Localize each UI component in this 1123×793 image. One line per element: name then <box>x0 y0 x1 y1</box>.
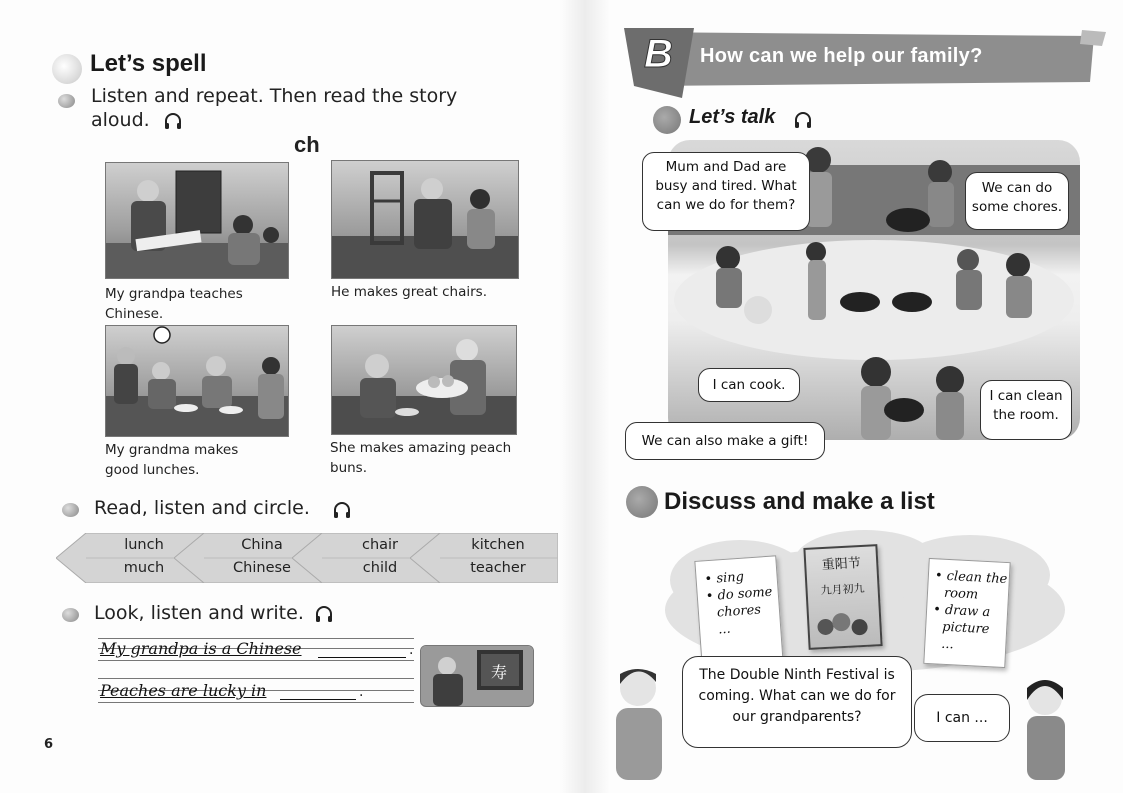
speech-bubble-mum-dad <box>642 152 810 231</box>
bubble-line: I can clean <box>989 388 1063 404</box>
banner-title: How can we help our family? <box>700 45 983 67</box>
discuss-title: Discuss and make a list <box>664 488 935 515</box>
writing-blank-1[interactable] <box>318 657 406 658</box>
word-bottom[interactable]: much <box>123 560 165 576</box>
caption-3 <box>105 440 238 480</box>
bubble-line: Mum and Dad are <box>665 159 787 175</box>
word-bottom[interactable]: child <box>362 560 398 576</box>
word-pair-4[interactable] <box>410 533 558 583</box>
section-dot-icon <box>626 486 658 518</box>
girl-figure <box>1015 670 1075 780</box>
page-number: 6 <box>44 737 54 752</box>
caption-1 <box>105 284 243 324</box>
bubble-line: I can cook. <box>712 377 786 393</box>
headphones-icon[interactable] <box>332 500 352 520</box>
caption-2 <box>331 282 487 302</box>
word-top[interactable]: lunch <box>124 537 164 553</box>
festival-date: 九月初九 <box>820 581 865 598</box>
caption-1-line1: My grandpa teaches <box>105 286 243 302</box>
word-top[interactable]: kitchen <box>471 537 525 553</box>
caption-2-line1: He makes great chairs. <box>331 284 488 300</box>
writing-blank-2[interactable] <box>280 699 356 700</box>
banner-letter: B <box>644 32 673 76</box>
writing-line <box>98 660 414 661</box>
list-item: • do some <box>705 584 773 605</box>
bubble-line: our grandparents? <box>732 709 862 725</box>
writing-line <box>98 678 414 679</box>
list-item-text: do some <box>717 584 773 604</box>
caption-3-line1: My grandma makes <box>105 442 239 458</box>
list-card-left <box>694 555 783 668</box>
speech-bubble-chores <box>965 172 1069 230</box>
caption-4-line2: buns. <box>330 460 368 476</box>
boy-figure <box>610 660 670 780</box>
word-top[interactable]: China <box>241 537 283 553</box>
writing-sentence-2[interactable]: Peaches are lucky in <box>100 681 267 700</box>
section-dot-icon <box>653 106 681 134</box>
list-item-text: clean the <box>946 568 1008 588</box>
list-item-text: sing <box>715 569 745 587</box>
page-gutter <box>560 0 610 793</box>
list-item: picture <box>941 619 990 638</box>
instruction-bullet-icon <box>58 94 75 108</box>
headphones-icon[interactable] <box>314 604 334 624</box>
writing-end-2: . <box>359 684 364 700</box>
speech-bubble-gift <box>625 422 825 460</box>
writing-sentence-1[interactable]: My grandpa is a Chinese <box>100 639 302 658</box>
list-item: ... <box>940 636 955 653</box>
list-item: chores <box>716 602 762 621</box>
speech-bubble-i-can <box>914 694 1010 742</box>
speech-bubble-festival <box>682 656 912 748</box>
headphones-icon[interactable] <box>163 111 183 131</box>
bubble-line: The Double Ninth Festival is <box>699 667 895 683</box>
instruction-read-listen-circle: Read, listen and circle. <box>94 497 310 519</box>
photo-grandpa-teaches <box>105 162 289 279</box>
photo-writing-grandpa <box>420 645 534 707</box>
caption-3-line2: good lunches. <box>105 462 200 478</box>
bubble-line: the room. <box>993 407 1059 423</box>
instruction-listen-repeat: Listen and repeat. Then read the story <box>91 85 458 107</box>
caption-4 <box>330 438 511 478</box>
speech-bubble-cook <box>698 368 800 402</box>
phonics-label: ch <box>294 132 320 157</box>
photo-grandpa-chairs <box>331 160 519 279</box>
writing-end-1: . <box>409 642 414 658</box>
instruction-listen-repeat-cont: aloud. <box>91 109 150 131</box>
list-item: room <box>943 585 979 603</box>
talk-title: Let’s talk <box>689 106 776 128</box>
list-item-text: draw a <box>944 602 991 621</box>
caption-4-line1: She makes amazing peach <box>330 440 512 456</box>
festival-book-card <box>803 544 882 650</box>
bubble-line: We can do <box>981 180 1053 196</box>
photo-grandma-lunches <box>105 325 289 437</box>
festival-title: 重阳节 <box>821 556 862 574</box>
bubble-line: some chores. <box>971 199 1063 215</box>
list-item: • sing <box>704 569 745 588</box>
section-title: Let’s spell <box>90 50 207 77</box>
list-item: • clean the <box>934 568 1008 588</box>
list-item: ... <box>717 621 732 638</box>
instruction-look-listen-write: Look, listen and write. <box>94 602 304 624</box>
list-item: • draw a <box>932 602 991 621</box>
bubble-line: We can also make a gift! <box>641 433 809 449</box>
photo-peach-buns <box>331 325 517 435</box>
bubble-line: can we do for them? <box>656 197 796 213</box>
bubble-line: I can ... <box>936 710 988 726</box>
word-bottom[interactable]: Chinese <box>233 560 291 576</box>
writing-line <box>98 702 414 703</box>
instruction-bullet-icon <box>62 608 79 622</box>
headphones-icon[interactable] <box>793 110 813 130</box>
speech-bubble-clean <box>980 380 1072 440</box>
list-card-right <box>923 558 1010 668</box>
bubble-line: coming. What can we do for <box>698 688 896 704</box>
caption-1-line2: Chinese. <box>105 306 164 322</box>
word-bottom[interactable]: teacher <box>470 560 526 576</box>
right-page <box>610 0 1123 793</box>
instruction-bullet-icon <box>62 503 79 517</box>
section-dot-icon <box>52 54 82 84</box>
flowers-icon <box>810 600 878 643</box>
left-page <box>0 0 560 793</box>
word-top[interactable]: chair <box>361 537 399 553</box>
bubble-line: busy and tired. What <box>655 178 797 194</box>
board-character: 寿 <box>491 663 508 682</box>
